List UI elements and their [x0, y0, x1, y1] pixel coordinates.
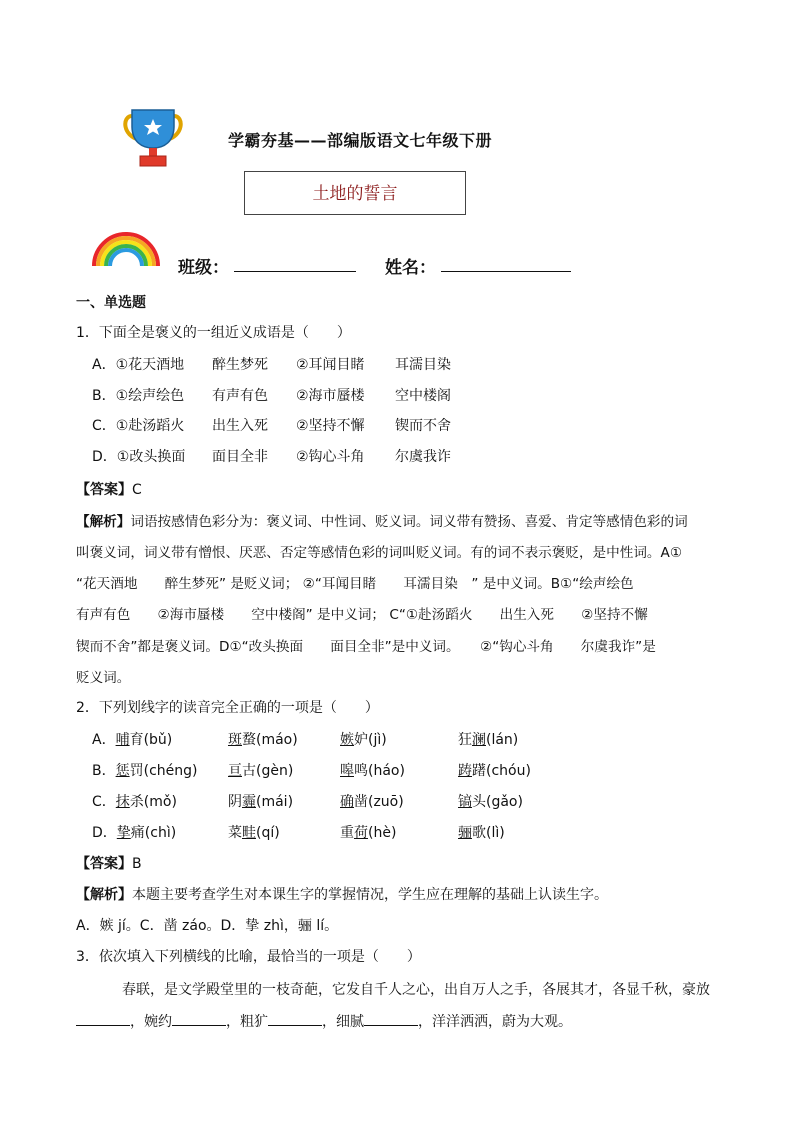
blank-4[interactable] [364, 1013, 418, 1026]
question-3-blanks: ，婉约 ，粗犷 ，细腻 ，洋洋洒洒，蔚为大观。 [76, 1011, 572, 1031]
page-title: 学霸夯基——部编版语文七年级下册 [228, 131, 493, 150]
blank-3[interactable] [268, 1013, 322, 1026]
class-label: 班级： [178, 258, 229, 278]
analysis-line: 有声有色 ②海市蜃楼 空中楼阁” 是中义词； C“①赴汤蹈火 出生入死 ②坚持不懈 [76, 607, 648, 623]
name-label: 姓名： [385, 258, 436, 278]
question-3-passage: 春联，是文学殿堂里的一枝奇葩，它发自千人之心，出自万人之手，各展其才，各显千秋，豪放 [122, 982, 710, 998]
question-2-analysis: 【解析】本题主要考查学生对本课生字的掌握情况，学生应在理解的基础上认读生字。 [76, 887, 608, 903]
question-2-note: A．嫉 jí。C．凿 záo。D．挚 zhì，骊 lí。 [76, 918, 339, 934]
name-field[interactable] [441, 271, 571, 272]
question-2-stem: 2．下列划线字的读音完全正确的一项是（ ） [76, 700, 379, 716]
question-1-answer: 【答案】C [76, 482, 142, 498]
rainbow-icon [90, 228, 162, 268]
analysis-line: 锲而不舍”都是褒义词。D①“改头换面 面目全非”是中义词。 ②“钩心斗角 尔虞我诈”是 [76, 639, 656, 655]
question-1-analysis: 【解析】词语按感情色彩分为：褒义词、中性词、贬义词。词义带有赞扬、喜爱、肯定等感情色彩的词 [76, 514, 688, 530]
analysis-line: 叫褒义词，词义带有憎恨、厌恶、否定等感情色彩的词叫贬义词。有的词不表示褒贬，是中性词。A① [76, 545, 683, 561]
analysis-line: “花天酒地 醉生梦死” 是贬义词； ②“耳闻目睹 耳濡目染 ” 是中义词。B①“绘声绘色 [76, 576, 634, 592]
question-3-stem: 3．依次填入下列横线的比喻，最恰当的一项是（ ） [76, 949, 421, 965]
question-1-stem: 1．下面全是褒义的一组近义成语是（ ） [76, 325, 351, 341]
question-2-answer: 【答案】B [76, 856, 142, 872]
class-field[interactable] [234, 271, 356, 272]
topic-box: 土地的誓言 [244, 171, 466, 215]
analysis-line: 贬义词。 [76, 670, 131, 686]
blank-2[interactable] [172, 1013, 226, 1026]
section-heading: 一、单选题 [76, 295, 146, 311]
trophy-icon [120, 106, 186, 170]
blank-1[interactable] [76, 1013, 130, 1026]
